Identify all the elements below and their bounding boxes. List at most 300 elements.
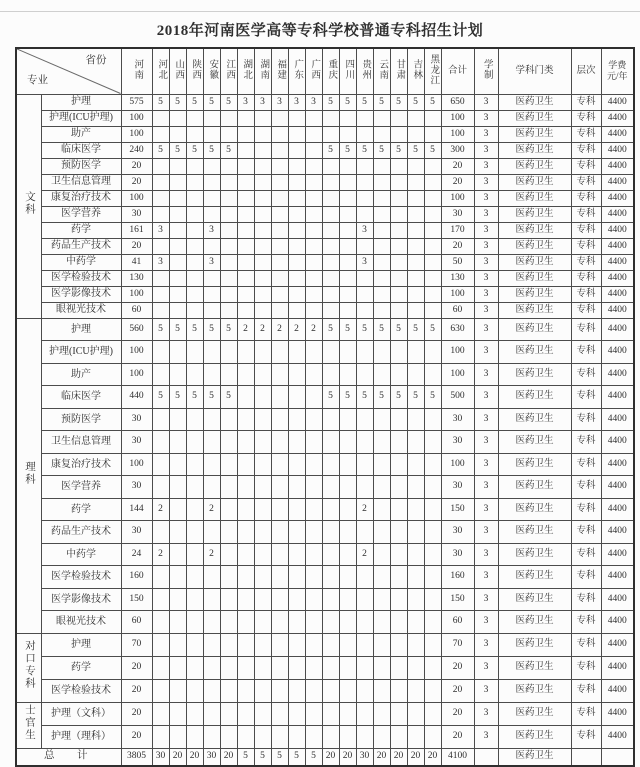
value-cell: 5 [254,748,271,766]
category-cell: 医药卫生 [498,254,571,270]
province-header-cell [373,48,390,94]
value-cell: 5 [237,748,254,766]
major-cell: 卫生信息管理 [41,431,121,454]
value-cell: 2 [288,318,305,341]
value-cell [356,453,373,476]
value-cell [322,206,339,222]
value-cell [407,656,424,679]
value-cell: 5 [322,318,339,341]
major-cell: 药学 [41,222,121,238]
table-row [16,158,634,174]
fee-cell: 4400 [601,206,634,222]
value-cell [407,222,424,238]
value-cell [339,588,356,611]
value-cell: 5 [186,386,203,409]
value-cell: 5 [220,318,237,341]
value-cell [390,206,407,222]
value-cell [390,110,407,126]
value-cell [169,702,186,725]
value-cell [407,110,424,126]
category-cell: 医药卫生 [498,302,571,318]
value-cell [339,302,356,318]
table-row [16,543,634,566]
value-cell [288,158,305,174]
value-cell [288,302,305,318]
value-cell [390,190,407,206]
level-cell: 专科 [571,702,601,725]
table-row [16,476,634,499]
value-cell [424,725,441,748]
value-cell [373,222,390,238]
table-row [16,521,634,544]
value-cell [424,254,441,270]
value-cell [339,363,356,386]
category-cell: 医药卫生 [498,588,571,611]
value-cell [407,498,424,521]
value-cell [407,408,424,431]
value-cell [271,174,288,190]
value-cell [237,521,254,544]
fee-cell: 4400 [601,633,634,656]
value-cell [254,142,271,158]
value-cell: 20 [186,748,203,766]
value-cell [254,222,271,238]
total-cell: 160 [441,566,474,589]
fee-cell: 4400 [601,543,634,566]
value-cell [271,431,288,454]
value-cell [424,110,441,126]
value-cell: 5 [152,94,169,110]
value-cell [390,254,407,270]
table-row [16,302,634,318]
value-cell [322,174,339,190]
value-cell [373,238,390,254]
value-cell: 100 [121,363,152,386]
value-cell [407,190,424,206]
duration-cell: 3 [474,408,498,431]
value-cell [288,386,305,409]
value-cell [271,254,288,270]
value-cell [237,158,254,174]
value-cell [254,521,271,544]
value-cell [152,110,169,126]
value-cell [186,126,203,142]
fee-cell: 4400 [601,302,634,318]
value-cell: 560 [121,318,152,341]
value-cell [237,190,254,206]
value-cell [152,725,169,748]
value-cell [424,222,441,238]
value-cell [356,286,373,302]
value-cell [254,408,271,431]
value-cell: 2 [356,498,373,521]
value-cell [322,126,339,142]
vertical-text-label: 安徽 [207,58,218,80]
value-cell: 5 [356,318,373,341]
major-cell: 医学检验技术 [41,270,121,286]
page-title: 2018年河南医学高等专科学校普通专科招生计划 [156,23,484,39]
value-cell [220,566,237,589]
value-cell: 30 [121,206,152,222]
value-cell [288,588,305,611]
duration-cell: 3 [474,318,498,341]
value-cell [203,431,220,454]
major-cell: 医学检验技术 [41,679,121,702]
value-cell [373,254,390,270]
fee-cell: 4400 [601,318,634,341]
value-cell [220,453,237,476]
value-cell: 2 [271,318,288,341]
value-cell [220,656,237,679]
level-cell: 专科 [571,453,601,476]
value-cell [407,158,424,174]
value-cell [237,206,254,222]
category-cell: 医药卫生 [498,126,571,142]
total-cell: 30 [441,476,474,499]
value-cell [407,431,424,454]
value-cell: 60 [121,302,152,318]
value-cell [305,453,322,476]
level-cell: 专科 [571,341,601,364]
value-cell [254,633,271,656]
major-cell: 康复治疗技术 [41,190,121,206]
total-cell: 150 [441,588,474,611]
value-cell [373,725,390,748]
value-cell [305,270,322,286]
duration-cell: 3 [474,566,498,589]
level-cell: 专科 [571,521,601,544]
value-cell [407,476,424,499]
value-cell [322,702,339,725]
value-cell [407,702,424,725]
value-cell [220,633,237,656]
value-cell [390,633,407,656]
category-header-cell: 学科门类 [498,48,571,94]
value-cell [373,476,390,499]
value-cell: 3 [152,222,169,238]
value-cell [288,341,305,364]
value-cell [271,725,288,748]
value-cell: 100 [121,453,152,476]
value-cell [186,611,203,634]
category-cell: 医药卫生 [498,94,571,110]
value-cell [339,286,356,302]
value-cell [271,702,288,725]
value-cell [220,543,237,566]
value-cell [169,174,186,190]
vertical-text-label: 河北 [156,58,167,80]
category-cell: 医药卫生 [498,142,571,158]
value-cell [339,633,356,656]
table-row [16,725,634,748]
value-cell [169,611,186,634]
value-cell [390,611,407,634]
level-cell: 专科 [571,656,601,679]
value-cell [169,238,186,254]
level-cell: 专科 [571,254,601,270]
value-cell [220,222,237,238]
value-cell [271,521,288,544]
value-cell [356,206,373,222]
total-cell: 20 [441,238,474,254]
total-cell: 30 [441,431,474,454]
value-cell [186,588,203,611]
value-cell [322,431,339,454]
value-cell [152,238,169,254]
major-cell: 医学检验技术 [41,566,121,589]
province-header-cell [305,48,322,94]
value-cell [271,633,288,656]
value-cell [152,476,169,499]
province-header-cell [390,48,407,94]
category-cell: 医药卫生 [498,190,571,206]
value-cell [305,254,322,270]
value-cell [271,476,288,499]
value-cell [305,679,322,702]
value-cell [169,498,186,521]
value-cell [220,521,237,544]
major-cell: 护理(ICU护理) [41,341,121,364]
value-cell [186,431,203,454]
value-cell [322,611,339,634]
value-cell [152,286,169,302]
value-cell [237,476,254,499]
value-cell [220,588,237,611]
value-cell [322,633,339,656]
level-cell: 专科 [571,633,601,656]
value-cell: 5 [169,318,186,341]
value-cell [288,190,305,206]
value-cell: 5 [152,386,169,409]
major-cell: 护理 [41,318,121,341]
province-header-cell [407,48,424,94]
total-cell: 60 [441,611,474,634]
value-cell [220,270,237,286]
value-cell [203,633,220,656]
value-cell: 5 [424,142,441,158]
duration-cell: 3 [474,222,498,238]
category-cell: 医药卫生 [498,476,571,499]
value-cell [407,238,424,254]
table-row [16,238,634,254]
fee-header-label [602,60,634,83]
value-cell [237,431,254,454]
value-cell: 5 [203,94,220,110]
fee-cell: 4400 [601,476,634,499]
fee-cell: 4400 [601,408,634,431]
fee-cell: 4400 [601,453,634,476]
value-cell [424,341,441,364]
value-cell [390,363,407,386]
value-cell [254,431,271,454]
category-cell: 医药卫生 [498,498,571,521]
value-cell [169,431,186,454]
category-cell: 医药卫生 [498,566,571,589]
major-cell: 助产 [41,363,121,386]
value-cell: 440 [121,386,152,409]
value-cell [254,566,271,589]
duration-cell: 3 [474,453,498,476]
value-cell: 5 [390,318,407,341]
duration-cell: 3 [474,725,498,748]
value-cell [203,174,220,190]
vertical-text-label: 黑龙江 [428,53,439,86]
value-cell: 20 [121,656,152,679]
value-cell [237,302,254,318]
value-cell: 30 [121,408,152,431]
value-cell [254,206,271,222]
value-cell [186,679,203,702]
value-cell [186,222,203,238]
value-cell [288,142,305,158]
vertical-text-label: 重庆 [326,58,337,80]
value-cell [424,270,441,286]
value-cell: 3 [356,254,373,270]
vertical-text-label: 甘肃 [394,58,405,80]
value-cell [152,702,169,725]
value-cell: 20 [121,725,152,748]
vertical-text-label: 云南 [377,58,388,80]
value-cell [373,431,390,454]
value-cell [186,656,203,679]
value-cell: 3 [271,94,288,110]
total-row [16,748,634,766]
major-cell: 临床医学 [41,142,121,158]
value-cell [305,286,322,302]
category-cell: 医药卫生 [498,408,571,431]
total-cell: 130 [441,270,474,286]
province-header-cell [237,48,254,94]
table-body [16,94,634,766]
table-row [16,611,634,634]
value-cell: 5 [271,748,288,766]
corner-province-label: 省份 [85,55,107,66]
value-cell [322,158,339,174]
value-cell [169,222,186,238]
value-cell [373,408,390,431]
value-cell [305,341,322,364]
value-cell [152,302,169,318]
value-cell [424,190,441,206]
value-cell: 5 [220,142,237,158]
value-cell [203,270,220,286]
value-cell [203,158,220,174]
value-cell [186,254,203,270]
fee-cell: 4400 [601,702,634,725]
value-cell [305,158,322,174]
category-cell: 医药卫生 [498,318,571,341]
total-cell: 20 [441,158,474,174]
value-cell [271,302,288,318]
value-cell: 5 [373,142,390,158]
value-cell [390,679,407,702]
value-cell [339,725,356,748]
value-cell [288,566,305,589]
value-cell [390,476,407,499]
total-cell: 100 [441,363,474,386]
value-cell [152,431,169,454]
value-cell [339,656,356,679]
duration-cell: 3 [474,521,498,544]
value-cell [237,656,254,679]
value-cell [305,476,322,499]
value-cell [237,453,254,476]
value-cell [390,702,407,725]
value-cell: 20 [322,748,339,766]
value-cell [339,702,356,725]
value-cell: 20 [121,158,152,174]
value-cell [169,190,186,206]
category-cell: 医药卫生 [498,453,571,476]
value-cell [339,254,356,270]
value-cell [424,656,441,679]
vertical-text-label: 对口专科 [24,640,35,691]
value-cell [220,363,237,386]
value-cell [254,363,271,386]
value-cell: 20 [121,174,152,190]
value-cell [254,386,271,409]
duration-cell: 3 [474,126,498,142]
value-cell [339,110,356,126]
duration-cell [474,748,498,766]
value-cell [186,270,203,286]
value-cell: 3 [203,222,220,238]
value-cell [305,174,322,190]
value-cell [186,408,203,431]
duration-cell: 3 [474,386,498,409]
value-cell [407,341,424,364]
value-cell [424,476,441,499]
value-cell [288,408,305,431]
group-cell [16,633,41,702]
value-cell [254,302,271,318]
value-cell: 20 [390,748,407,766]
value-cell [373,286,390,302]
category-cell: 医药卫生 [498,543,571,566]
value-cell [254,476,271,499]
value-cell [390,238,407,254]
value-cell [339,270,356,286]
value-cell [169,270,186,286]
level-cell: 专科 [571,302,601,318]
value-cell [169,543,186,566]
value-cell [152,588,169,611]
value-cell: 100 [121,341,152,364]
value-cell [288,222,305,238]
value-cell [322,302,339,318]
value-cell [322,476,339,499]
value-cell [169,408,186,431]
value-cell [390,222,407,238]
value-cell: 5 [339,318,356,341]
value-cell [254,679,271,702]
duration-cell: 3 [474,476,498,499]
value-cell [390,158,407,174]
value-cell [288,656,305,679]
value-cell [390,126,407,142]
value-cell [373,110,390,126]
value-cell [356,611,373,634]
level-cell: 专科 [571,566,601,589]
value-cell [390,566,407,589]
value-cell: 240 [121,142,152,158]
value-cell [186,341,203,364]
major-cell: 药学 [41,656,121,679]
category-cell: 医药卫生 [498,341,571,364]
category-cell: 医药卫生 [498,702,571,725]
major-cell: 护理（理科） [41,725,121,748]
value-cell: 5 [424,94,441,110]
